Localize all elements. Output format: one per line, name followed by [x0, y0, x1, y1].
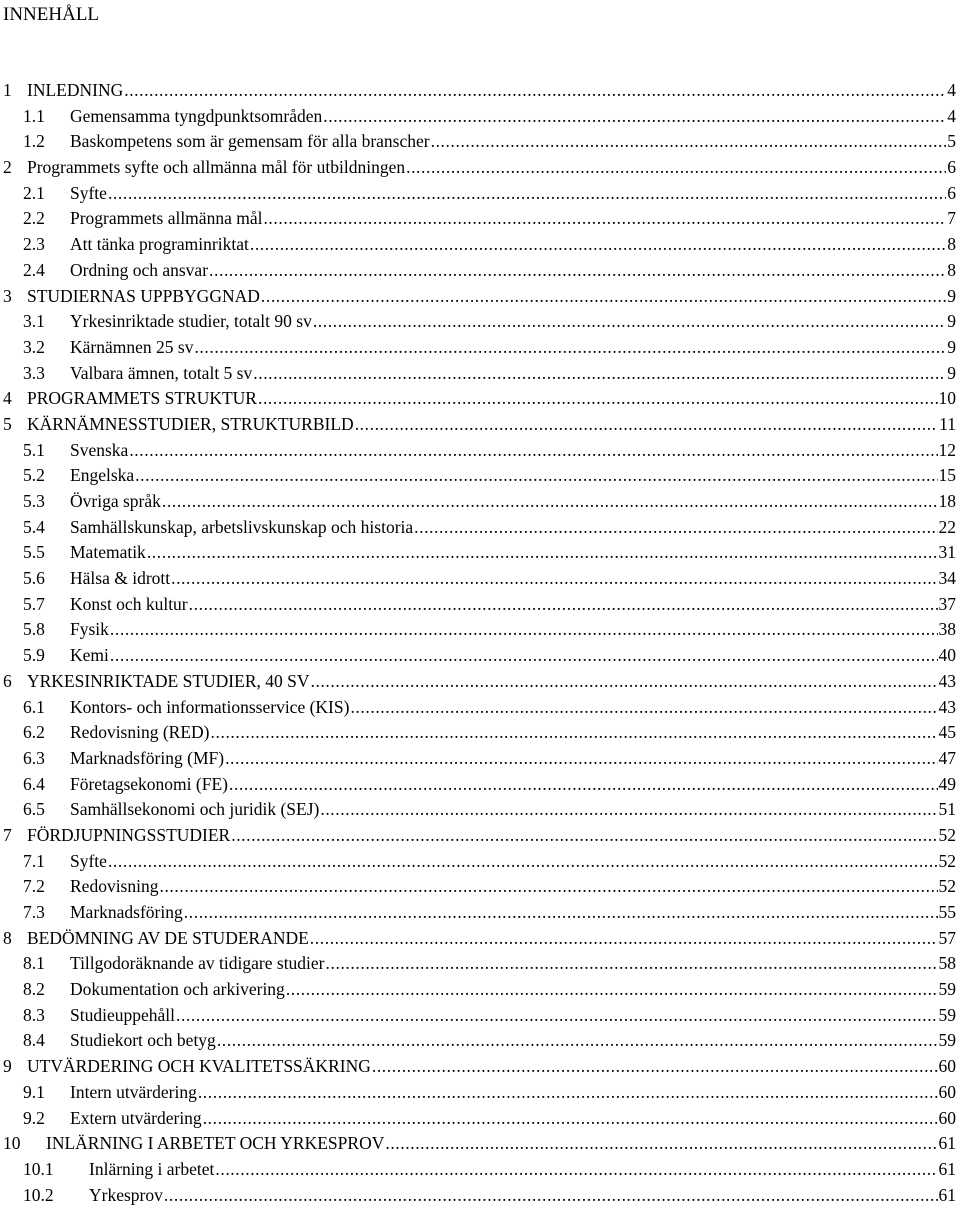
toc-entry-title: Matematik — [70, 540, 147, 566]
toc-entry-page-number: 61 — [938, 1157, 957, 1183]
toc-entry[interactable] — [0, 643, 960, 669]
toc-leader-dots — [189, 592, 938, 618]
toc-entry[interactable] — [0, 1157, 960, 1183]
toc-entry-number: 5.9 — [23, 645, 45, 666]
toc-leader-dots — [108, 181, 946, 207]
toc-entry-number: 6.3 — [23, 747, 45, 768]
toc-entry-number: 1 — [3, 80, 12, 100]
toc-entry-title: Redovisning — [70, 874, 159, 900]
toc-leader-dots — [209, 258, 946, 284]
toc-leader-dots — [225, 746, 937, 772]
toc-entry-number: 10 — [3, 1133, 21, 1154]
toc-leader-dots — [162, 489, 938, 515]
toc-entry[interactable] — [0, 900, 960, 926]
toc-entry-page-number: 18 — [938, 489, 957, 515]
toc-entry[interactable] — [0, 926, 960, 952]
toc-entry-number: 9 — [3, 1056, 12, 1077]
toc-entry-title: Extern utvärdering — [70, 1106, 203, 1132]
toc-entry[interactable] — [0, 849, 960, 875]
toc-entry-number: 5.8 — [23, 619, 45, 640]
toc-entry-title: Kemi — [70, 643, 110, 669]
toc-entry-number: 7.1 — [23, 850, 45, 871]
toc-entry-number: 10.2 — [23, 1184, 54, 1205]
toc-entry-page-number: 51 — [938, 797, 957, 823]
toc-leader-dots — [414, 515, 937, 541]
toc-entry-page-number: 47 — [938, 746, 957, 772]
toc-entry-number: 9.2 — [23, 1107, 45, 1128]
toc-entry[interactable] — [0, 181, 960, 207]
toc-entry-title: Engelska — [70, 463, 135, 489]
toc-entry-title: KÄRNÄMNESSTUDIER, STRUKTURBILD — [27, 412, 355, 438]
toc-entry-number: 1.1 — [23, 105, 45, 126]
toc-entry-title: Yrkesprov — [89, 1183, 164, 1209]
toc-leader-dots — [231, 823, 937, 849]
toc-entry[interactable] — [0, 540, 960, 566]
toc-entry[interactable] — [0, 206, 960, 232]
toc-leader-dots — [258, 386, 938, 412]
toc-entry-page-number: 43 — [938, 695, 957, 721]
toc-entry-page-number: 7 — [946, 206, 956, 232]
toc-entry-page-number: 60 — [938, 1080, 957, 1106]
toc-entry-title: UTVÄRDERING OCH KVALITETSSÄKRING — [27, 1054, 372, 1080]
toc-entry[interactable] — [0, 566, 960, 592]
toc-entry-number: 6.4 — [23, 773, 45, 794]
toc-entry-page-number: 59 — [938, 977, 957, 1003]
toc-entry-page-number: 49 — [938, 772, 957, 798]
toc-leader-dots — [350, 695, 937, 721]
toc-entry[interactable] — [0, 797, 960, 823]
toc-leader-dots — [406, 155, 946, 181]
toc-leader-dots — [253, 361, 946, 387]
toc-entry-number: 6.1 — [23, 696, 45, 717]
toc-leader-dots — [184, 900, 938, 926]
toc-entry-number: 7.3 — [23, 902, 45, 922]
toc-leader-dots — [211, 720, 938, 746]
toc-entry-title: BEDÖMNING AV DE STUDERANDE — [27, 926, 310, 952]
toc-leader-dots — [108, 849, 938, 875]
toc-entry-number: 2.3 — [23, 234, 45, 255]
toc-entry-number: 8.1 — [23, 953, 45, 974]
toc-entry-page-number: 60 — [938, 1106, 957, 1132]
toc-leader-dots — [372, 1054, 938, 1080]
toc-entry[interactable] — [0, 489, 960, 515]
toc-entry[interactable] — [0, 515, 960, 541]
toc-entry-title: Programmets syfte och allmänna mål för utbildningen — [27, 155, 406, 181]
toc-entry-title: INLEDNING — [27, 78, 124, 104]
toc-entry-number: 5.1 — [23, 439, 45, 460]
toc-entry-title: Intern utvärdering — [70, 1080, 198, 1106]
toc-leader-dots — [124, 78, 946, 104]
toc-leader-dots — [385, 1131, 937, 1157]
toc-entry-title: Yrkesinriktade studier, totalt 90 sv — [70, 309, 313, 335]
toc-entry[interactable] — [0, 823, 960, 849]
toc-entry-title: Gemensamma tyngdpunktsområden — [70, 104, 323, 130]
toc-entry-page-number: 37 — [938, 592, 957, 618]
toc-entry-page-number: 5 — [946, 129, 956, 155]
toc-entry-number: 3.1 — [23, 311, 45, 332]
toc-leader-dots — [263, 206, 946, 232]
toc-entry-number: 6.5 — [23, 799, 45, 820]
toc-entry-title: Valbara ämnen, totalt 5 sv — [70, 361, 253, 387]
toc-entry-title: Syfte — [70, 849, 108, 875]
toc-leader-dots — [135, 463, 937, 489]
toc-leader-dots — [198, 1080, 938, 1106]
toc-entry-number: 2 — [3, 157, 12, 178]
toc-entry-page-number: 52 — [938, 849, 957, 875]
toc-entry-number: 1.2 — [23, 131, 45, 152]
toc-entry-number: 5 — [3, 413, 12, 434]
toc-entry-page-number: 9 — [946, 335, 956, 361]
toc-entry-number: 5.3 — [23, 491, 45, 511]
toc-entry[interactable] — [0, 874, 960, 900]
toc-leader-dots — [326, 951, 938, 977]
toc-entry[interactable] — [0, 463, 960, 489]
toc-leader-dots — [250, 232, 946, 258]
toc-entry-number: 4 — [3, 388, 12, 409]
toc-entry-page-number: 10 — [938, 386, 957, 412]
toc-entry[interactable] — [0, 412, 960, 438]
toc-leader-dots — [323, 104, 946, 130]
toc-entry[interactable] — [0, 129, 960, 155]
toc-entry-title: Dokumentation och arkivering — [70, 977, 286, 1003]
toc-entry[interactable] — [0, 772, 960, 798]
toc-leader-dots — [310, 926, 938, 952]
toc-leader-dots — [217, 1028, 938, 1054]
toc-entry-number: 8.4 — [23, 1030, 45, 1051]
toc-entry[interactable] — [0, 695, 960, 721]
toc-entry-number: 6.2 — [23, 722, 45, 743]
toc-entry-page-number: 8 — [946, 232, 956, 258]
toc-entry-page-number: 6 — [946, 155, 956, 181]
toc-entry-title: Att tänka programinriktat — [70, 232, 250, 258]
toc-leader-dots — [313, 309, 946, 335]
toc-entry-title: Inlärning i arbetet — [89, 1157, 215, 1183]
toc-leader-dots — [159, 874, 937, 900]
toc-entry-page-number: 57 — [938, 926, 957, 952]
toc-entry[interactable] — [0, 335, 960, 361]
toc-entry[interactable] — [0, 1106, 960, 1132]
toc-entry-number: 5.7 — [23, 593, 45, 614]
toc-entry-title: YRKESINRIKTADE STUDIER, 40 SV — [27, 669, 311, 695]
toc-entry-page-number: 15 — [938, 463, 957, 489]
toc-entry[interactable] — [0, 232, 960, 258]
toc-entry[interactable] — [0, 1183, 960, 1209]
toc-entry-page-number: 43 — [938, 669, 957, 695]
toc-entry-title: Marknadsföring — [70, 900, 184, 926]
toc-entry[interactable] — [0, 386, 960, 412]
toc-entry-title: Fysik — [70, 617, 110, 643]
toc-entry[interactable] — [0, 155, 960, 181]
toc-entry-page-number: 58 — [938, 951, 957, 977]
toc-entry-title: Baskompetens som är gemensam för alla branscher — [70, 129, 431, 155]
toc-entry-number: 5.5 — [23, 542, 45, 563]
toc-entry[interactable] — [0, 746, 960, 772]
toc-entry-title: Studieuppehåll — [70, 1003, 176, 1029]
toc-entry[interactable] — [0, 617, 960, 643]
toc-leader-dots — [215, 1157, 937, 1183]
toc-leader-dots — [129, 438, 937, 464]
toc-entry-number: 5.2 — [23, 465, 45, 486]
toc-entry[interactable] — [0, 951, 960, 977]
toc-entry-number: 5.4 — [23, 516, 45, 537]
toc-entry[interactable] — [0, 1003, 960, 1029]
toc-entry-title: Ordning och ansvar — [70, 258, 209, 284]
toc-entry-page-number: 52 — [938, 874, 957, 900]
toc-entry-page-number: 11 — [938, 412, 956, 438]
toc-entry[interactable] — [0, 284, 960, 310]
toc-leader-dots — [311, 669, 938, 695]
toc-leader-dots — [355, 412, 938, 438]
toc-entry-page-number: 55 — [938, 900, 957, 926]
toc-entry-title: Hälsa & idrott — [70, 566, 171, 592]
toc-entry-title: Samhällsekonomi och juridik (SEJ) — [70, 797, 320, 823]
toc-entry-title: Programmets allmänna mål — [70, 206, 263, 232]
toc-entry-number: 2.2 — [23, 208, 45, 229]
toc-entry-page-number: 4 — [946, 104, 956, 130]
toc-entry-page-number: 59 — [938, 1003, 957, 1029]
toc-entry-title: Kärnämnen 25 sv — [70, 335, 194, 361]
toc-entry-page-number: 60 — [938, 1054, 957, 1080]
toc-entry-number: 3 — [3, 285, 12, 306]
toc-entry-number: 5.6 — [23, 568, 45, 589]
toc-entry-title: FÖRDJUPNINGSSTUDIER — [27, 823, 231, 849]
toc-entry-page-number: 31 — [938, 540, 957, 566]
toc-leader-dots — [229, 772, 938, 798]
toc-entry[interactable] — [0, 1054, 960, 1080]
toc-entry-page-number: 12 — [938, 438, 957, 464]
toc-entry[interactable] — [0, 977, 960, 1003]
toc-entry-title: Konst och kultur — [70, 592, 189, 618]
toc-entry-number: 2.4 — [23, 259, 45, 280]
toc-entry[interactable] — [0, 438, 960, 464]
toc-entry[interactable] — [0, 258, 960, 284]
toc-entry-title: Tillgodoräknande av tidigare studier — [70, 951, 326, 977]
toc-leader-dots — [320, 797, 937, 823]
toc-leader-dots — [194, 335, 946, 361]
toc-entry-page-number: 61 — [938, 1183, 957, 1209]
toc-entry-number: 10.1 — [23, 1158, 54, 1179]
toc-entry-title: Samhällskunskap, arbetslivskunskap och historia — [70, 515, 414, 541]
toc-entry-title: Företagsekonomi (FE) — [70, 772, 229, 798]
table-of-contents — [0, 78, 960, 1208]
toc-entry-title: Studiekort och betyg — [70, 1028, 217, 1054]
toc-entry-page-number: 52 — [938, 823, 957, 849]
toc-entry-title: PROGRAMMETS STRUKTUR — [27, 386, 258, 412]
toc-entry-title: Redovisning (RED) — [70, 720, 211, 746]
toc-entry-page-number: 34 — [938, 566, 957, 592]
toc-entry-page-number: 40 — [938, 643, 957, 669]
toc-entry[interactable] — [0, 1131, 960, 1157]
toc-leader-dots — [147, 540, 938, 566]
toc-entry-number: 9.1 — [23, 1081, 45, 1102]
toc-entry-page-number: 6 — [946, 181, 956, 207]
toc-entry-number: 3.3 — [23, 362, 45, 383]
toc-entry-page-number: 45 — [938, 720, 957, 746]
toc-entry[interactable] — [0, 78, 960, 104]
toc-entry[interactable] — [0, 592, 960, 618]
toc-entry-number: 3.2 — [23, 336, 45, 357]
toc-entry-title: Kontors- och informationsservice (KIS) — [70, 695, 350, 721]
toc-entry[interactable] — [0, 1080, 960, 1106]
toc-entry[interactable] — [0, 669, 960, 695]
toc-entry-number: 8.3 — [23, 1004, 45, 1025]
toc-entry[interactable] — [0, 361, 960, 387]
toc-entry[interactable] — [0, 309, 960, 335]
toc-entry-page-number: 9 — [946, 309, 956, 335]
toc-entry-number: 8 — [3, 927, 12, 948]
toc-entry-page-number: 4 — [946, 78, 956, 104]
toc-entry-title: Övriga språk — [70, 489, 162, 515]
toc-leader-dots — [176, 1003, 938, 1029]
toc-entry-number: 6 — [3, 670, 12, 691]
toc-entry-page-number: 9 — [946, 284, 956, 310]
toc-leader-dots — [431, 129, 947, 155]
toc-entry-page-number: 8 — [946, 258, 956, 284]
toc-entry-page-number: 59 — [938, 1028, 957, 1054]
toc-leader-dots — [261, 284, 946, 310]
toc-entry[interactable] — [0, 1028, 960, 1054]
toc-entry-number: 7 — [3, 824, 12, 845]
toc-entry-page-number: 9 — [946, 361, 956, 387]
toc-entry-title: INLÄRNING I ARBETET OCH YRKESPROV — [46, 1131, 385, 1157]
toc-entry-title: Svenska — [70, 438, 129, 464]
toc-entry-title: Syfte — [70, 181, 108, 207]
toc-entry-number: 8.2 — [23, 979, 45, 1000]
toc-leader-dots — [171, 566, 937, 592]
toc-leader-dots — [110, 617, 938, 643]
toc-leader-dots — [164, 1183, 938, 1209]
toc-leader-dots — [203, 1106, 938, 1132]
toc-entry[interactable] — [0, 104, 960, 130]
toc-entry-title: Marknadsföring (MF) — [70, 746, 225, 772]
toc-entry-page-number: 38 — [938, 617, 957, 643]
toc-entry-number: 7.2 — [23, 876, 45, 897]
toc-entry-page-number: 22 — [938, 515, 957, 541]
toc-entry-title: STUDIERNAS UPPBYGGNAD — [27, 284, 261, 310]
toc-entry-page-number: 61 — [938, 1131, 957, 1157]
toc-entry-number: 2.1 — [23, 182, 45, 203]
page-title: INNEHÅLL — [3, 4, 100, 25]
toc-leader-dots — [110, 643, 938, 669]
toc-leader-dots — [286, 977, 938, 1003]
toc-entry[interactable] — [0, 720, 960, 746]
